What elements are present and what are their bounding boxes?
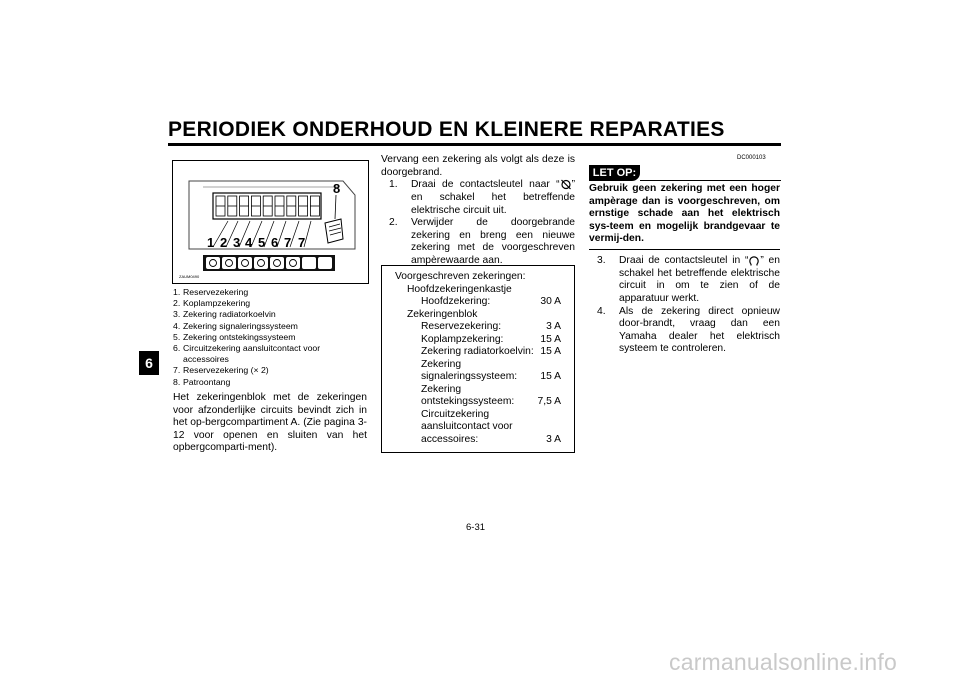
callout-number: 1 — [207, 235, 215, 250]
key-off-icon — [560, 179, 572, 190]
page-title: PERIODIEK ONDERHOUD EN KLEINERE REPARATIES — [168, 118, 725, 141]
intro-paragraph: Het zekeringenblok met de zekeringen voor afzonderlijke circuits bevindt zich in het op-bergcompartiment A. (Zie pagina 3-12 voor openen en sluiten van het opbergcomparti-ment). — [173, 392, 367, 454]
note-text: Gebruik geen zekering met een hoger ampèrage dan is voorgeschreven, om ernstige schade aan het elektrisch sys-teem en mogelijk brandgevaar te vermij-den. — [589, 183, 780, 245]
replace-intro: Vervang een zekering als volgt als deze is doorgebrand. — [381, 154, 575, 178]
fuse-label-icon — [286, 257, 300, 269]
step-3: 3. Draai de contactsleutel in “ ” en schakel het betreffende elektrische circuit in om te zien of de apparatuur werkt. — [597, 255, 780, 304]
page-number: 6-31 — [466, 522, 486, 533]
spec-row-label: Zekering — [421, 383, 462, 395]
note-bottom-divider — [589, 249, 780, 250]
legend-item: 2. Koplampzekering — [173, 298, 251, 309]
legend-item: 6. Circuitzekering aansluitcontact voor accessoires — [173, 343, 321, 365]
figure-legend — [173, 287, 373, 388]
spec-row-label: Zekering — [421, 358, 462, 370]
legend-item: 1. Reservezekering — [173, 287, 249, 297]
step-4: 4. Als de zekering direct opnieuw door-brandt, vraag dan een Yamaha dealer het elektrisch systeem te controleren. — [597, 305, 780, 355]
spec-main-group: Hoofdzekeringenkastje — [407, 283, 512, 295]
spec-title: Voorgeschreven zekeringen: — [395, 271, 526, 282]
callout-number: 2 — [220, 235, 228, 250]
fuse-spec-box — [381, 265, 575, 453]
title-divider — [168, 143, 781, 146]
fuse-label-icon — [270, 257, 284, 269]
fuse-label-icon — [302, 257, 316, 269]
callout-number: 7 — [298, 235, 306, 250]
image-code: ZAUM0490 — [179, 274, 200, 279]
watermark: carmanualsonline.info — [669, 649, 897, 675]
callout-number: 3 — [233, 235, 241, 250]
callout-number: 6 — [271, 235, 279, 250]
legend-item: 3. Zekering radiatorkoelvin — [173, 309, 276, 320]
callout-number: 7 — [284, 235, 292, 250]
spec-row: Koplampzekering: 15 A — [421, 333, 561, 345]
fuse-block-figure — [172, 160, 369, 284]
legend-item: 4. Zekering signaleringssysteem — [173, 320, 298, 331]
step-1: 1. Draai de contactsleutel naar “ ” en schakel het betreffende elektrische circuit uit. — [389, 179, 575, 216]
spec-row: Zekering radiatorkoelvin: 15 A — [421, 346, 561, 357]
spec-row: Hoofdzekering: 30 A — [421, 296, 561, 307]
section-code: DC000103 — [737, 155, 766, 161]
spec-row: Reservezekering: 3 A — [421, 321, 561, 332]
spec-row: ontstekingssysteem: 7,5 A — [421, 396, 561, 407]
callout-number: 5 — [258, 235, 266, 250]
note-label: LET OP: — [589, 165, 640, 181]
fuse-label-icon — [206, 257, 220, 269]
fuse-label-icon — [238, 257, 252, 269]
step-2: 2. Verwijder de doorgebrande zekering en breng een nieuwe zekering met de voorgeschreven ampèrewaarde aan. — [389, 217, 575, 266]
replace-steps — [381, 154, 575, 268]
spec-block-group: Zekeringenblok — [407, 308, 478, 320]
callout-number: 4 — [245, 235, 253, 250]
key-on-icon — [748, 255, 760, 266]
legend-item: 7. Reservezekering (× 2) — [173, 365, 269, 376]
fuse-label-icon — [254, 257, 268, 269]
note-divider — [640, 180, 781, 181]
fuse-label-icon — [318, 257, 332, 269]
spec-row: signaleringssysteem: 15 A — [421, 371, 561, 382]
check-steps — [589, 255, 780, 356]
legend-item: 5. Zekering ontstekingssysteem — [173, 331, 296, 342]
callout-8: 8 — [333, 181, 341, 196]
spec-row: accessoires: 3 A — [421, 433, 561, 445]
fuse-label-icon — [222, 257, 236, 269]
chapter-tab: 6 — [139, 351, 159, 375]
spec-row-label: aansluitcontact voor — [421, 421, 513, 432]
spec-row-label: Circuitzekering — [421, 408, 490, 420]
legend-item: 8. Patroontang — [173, 376, 231, 387]
